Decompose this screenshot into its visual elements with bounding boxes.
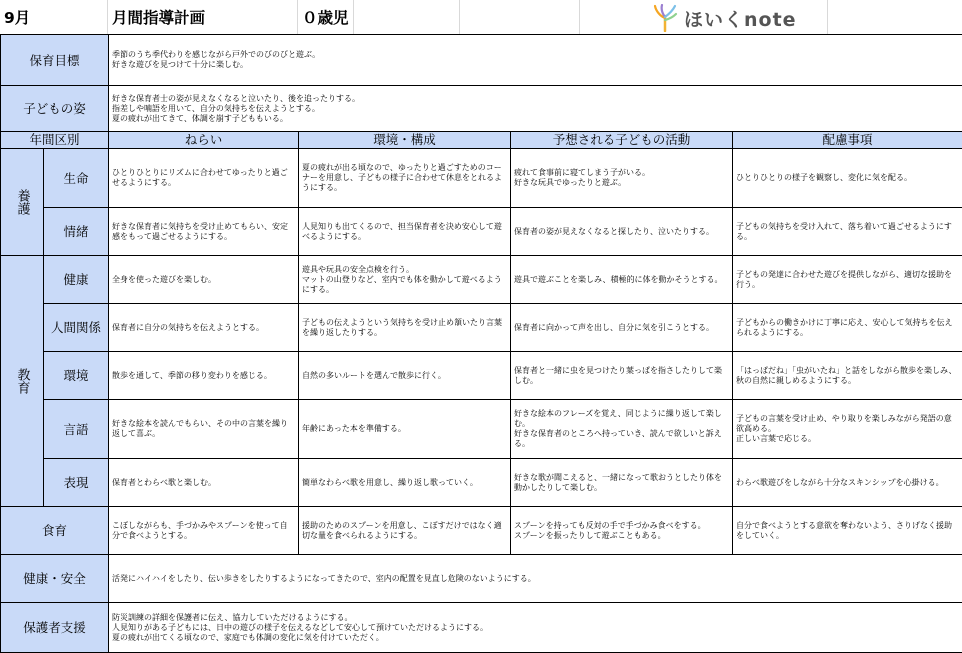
row-label: 環境: [44, 352, 109, 400]
aim-cell[interactable]: 好きな絵本を読んでもらい、その中の言葉を繰り返して喜ぶ。: [109, 400, 299, 459]
activity-cell[interactable]: 保育者の姿が見えなくなると探したり、泣いたりする。: [511, 208, 733, 256]
col-category-header: 年間区別: [1, 132, 109, 149]
header-empty-cell[interactable]: [828, 0, 962, 34]
header-empty-cell[interactable]: [354, 0, 460, 34]
consideration-cell[interactable]: わらべ歌遊びをしながら十分なスキンシップを心掛ける。: [733, 459, 962, 507]
table-row: [1, 459, 962, 507]
goals-row: [1, 35, 962, 86]
environment-cell[interactable]: 人見知りも出てくるので、担当保育者を決め安心して遊べるようにする。: [299, 208, 511, 256]
aim-cell[interactable]: 全身を使った遊びを楽しむ。: [109, 256, 299, 304]
table-row: [1, 400, 962, 459]
guardians-text[interactable]: 防災訓練の詳細を保護者に伝え、協力していただけるようにする。 人見知りがある子どもには、日中の遊びの様子を伝えるなどして安心して預けていただけるようにする。 夏の疲れが出てくる頃なので、家庭でも体調の変化に気を付けていただく。: [109, 603, 962, 653]
col-aim-header: ねらい: [109, 132, 299, 149]
table-row: [1, 149, 962, 208]
column-header-row: [1, 132, 962, 149]
consideration-cell[interactable]: 「はっぱだね」「虫がいたね」と話をしながら散歩を楽しみ、秋の自然に親しめるようにする。: [733, 352, 962, 400]
environment-cell[interactable]: 自然の多いルートを選んで散歩に行く。: [299, 352, 511, 400]
environment-cell[interactable]: 遊具や玩具の安全点検を行う。 マットの山登りなど、室内でも体を動かして遊べるようにする。: [299, 256, 511, 304]
environment-cell[interactable]: 簡単なわらべ歌を用意し、繰り返し歌っていく。: [299, 459, 511, 507]
col-environment-header: 環境・構成: [299, 132, 511, 149]
aim-cell[interactable]: 好きな保育者に気持ちを受け止めてもらい、安定感をもって過ごせるようにする。: [109, 208, 299, 256]
consideration-cell[interactable]: 子どもの気持ちを受け入れて、落ち着いて過ごせるようにする。: [733, 208, 962, 256]
activity-cell[interactable]: 好きな絵本のフレーズを覚え、同じように繰り返して楽しむ。 好きな保育者のところへ持っていき、読んで欲しいと訴える。: [511, 400, 733, 459]
environment-cell[interactable]: 援助のためのスプーンを用意し、こぼすだけではなく適切な量を食べられるようにする。: [299, 507, 511, 555]
food-row: [1, 507, 962, 555]
table-row: [1, 304, 962, 352]
consideration-cell[interactable]: ひとりひとりの様子を観察し、変化に気を配る。: [733, 149, 962, 208]
age-label: ０歳児: [302, 9, 349, 27]
row-label: 人間関係: [44, 304, 109, 352]
row-label: 言語: [44, 400, 109, 459]
group-education-label: 教育: [1, 256, 44, 507]
aim-cell[interactable]: 散歩を通して、季節の移り変わりを感じる。: [109, 352, 299, 400]
aim-cell[interactable]: 保育者とわらべ歌と楽しむ。: [109, 459, 299, 507]
aim-cell[interactable]: ひとりひとりにリズムに合わせてゆったりと過ごせるようにする。: [109, 149, 299, 208]
environment-cell[interactable]: 子どもの伝えようという気持ちを受け止め頷いたり言葉を繰り返したりする。: [299, 304, 511, 352]
col-activity-header: 予想される子どもの活動: [511, 132, 733, 149]
activity-cell[interactable]: 疲れて食事前に寝てしまう子がいる。 好きな玩具でゆったりと遊ぶ。: [511, 149, 733, 208]
header-title-cell[interactable]: [108, 0, 298, 34]
activity-cell[interactable]: 好きな歌が聞こえると、一緒になって歌おうとしたり体を動かしたりして楽しむ。: [511, 459, 733, 507]
activity-cell[interactable]: スプーンを持っても反対の手で手づかみ食べをする。 スプーンを振ったりして遊ぶこともある。: [511, 507, 733, 555]
hoiku-note-logo: [652, 2, 797, 34]
environment-cell[interactable]: 年齢にあった本を準備する。: [299, 400, 511, 459]
consideration-cell[interactable]: 子どもの発達に合わせた遊びを提供しながら、適切な援助を行う。: [733, 256, 962, 304]
table-row: [1, 256, 962, 304]
row-label: 生命: [44, 149, 109, 208]
consideration-cell[interactable]: 自分で食べようとする意欲を奪わないよう、さりげなく援助をしていく。: [733, 507, 962, 555]
sprout-logo-icon: [652, 4, 678, 32]
month-label: 9月: [4, 9, 31, 27]
children-text[interactable]: 好きな保育者士の姿が見えなくなると泣いたり、後を追ったりする。 指差しや喃語を用いて、自分の気持ちを伝えようとする。 夏の疲れが出てきて、体調を崩す子どももいる。: [109, 86, 962, 132]
guardians-row: [1, 603, 962, 653]
header-empty-cell[interactable]: [460, 0, 580, 34]
row-label: 表現: [44, 459, 109, 507]
safety-label: 健康・安全: [1, 555, 109, 603]
row-label: 情緒: [44, 208, 109, 256]
group-care-label: 養護: [1, 149, 44, 256]
children-label: 子どもの姿: [1, 86, 109, 132]
plan-table: [0, 34, 962, 653]
consideration-cell[interactable]: 子どもからの働きかけに丁寧に応え、安心して気持ちを伝えられるようにする。: [733, 304, 962, 352]
guardians-label: 保護者支援: [1, 603, 109, 653]
table-row: [1, 352, 962, 400]
safety-row: [1, 555, 962, 603]
activity-cell[interactable]: 保育者と一緒に虫を見つけたり葉っぱを指さしたりして楽しむ。: [511, 352, 733, 400]
aim-cell[interactable]: こぼしながらも、手づかみやスプーンを使って自分で食べようとする。: [109, 507, 299, 555]
header-age-cell[interactable]: [298, 0, 354, 34]
children-row: [1, 86, 962, 132]
activity-cell[interactable]: 遊具で遊ぶことを楽しみ、積極的に体を動かそうとする。: [511, 256, 733, 304]
goals-label: 保育目標: [1, 35, 109, 86]
safety-text[interactable]: 活発にハイハイをしたり、伝い歩きをしたりするようになってきたので、室内の配置を見直し危険のないようにする。: [109, 555, 962, 603]
environment-cell[interactable]: 夏の疲れが出る頃なので、ゆったりと過ごすためのコーナーを用意し、子どもの様子に合わせて休息をとれるようにする。: [299, 149, 511, 208]
col-consideration-header: 配慮事項: [733, 132, 962, 149]
goals-text[interactable]: 季節のうち季代わりを感じながら戸外でのびのびと遊ぶ。 好きな遊びを見つけて十分に楽しむ。: [109, 35, 962, 86]
logo-text: ほいくnote: [684, 8, 797, 31]
activity-cell[interactable]: 保育者に向かって声を出し、自分に気を引こうとする。: [511, 304, 733, 352]
aim-cell[interactable]: 保育者に自分の気持ちを伝えようとする。: [109, 304, 299, 352]
plan-title: 月間指導計画: [112, 9, 206, 27]
row-label: 健康: [44, 256, 109, 304]
table-row: [1, 208, 962, 256]
consideration-cell[interactable]: 子どもの言葉を受け止め、やり取りを楽しみながら発語の意欲高める。 正しい言葉で応じる。: [733, 400, 962, 459]
food-label: 食育: [1, 507, 109, 555]
header-month-cell[interactable]: [0, 0, 108, 34]
